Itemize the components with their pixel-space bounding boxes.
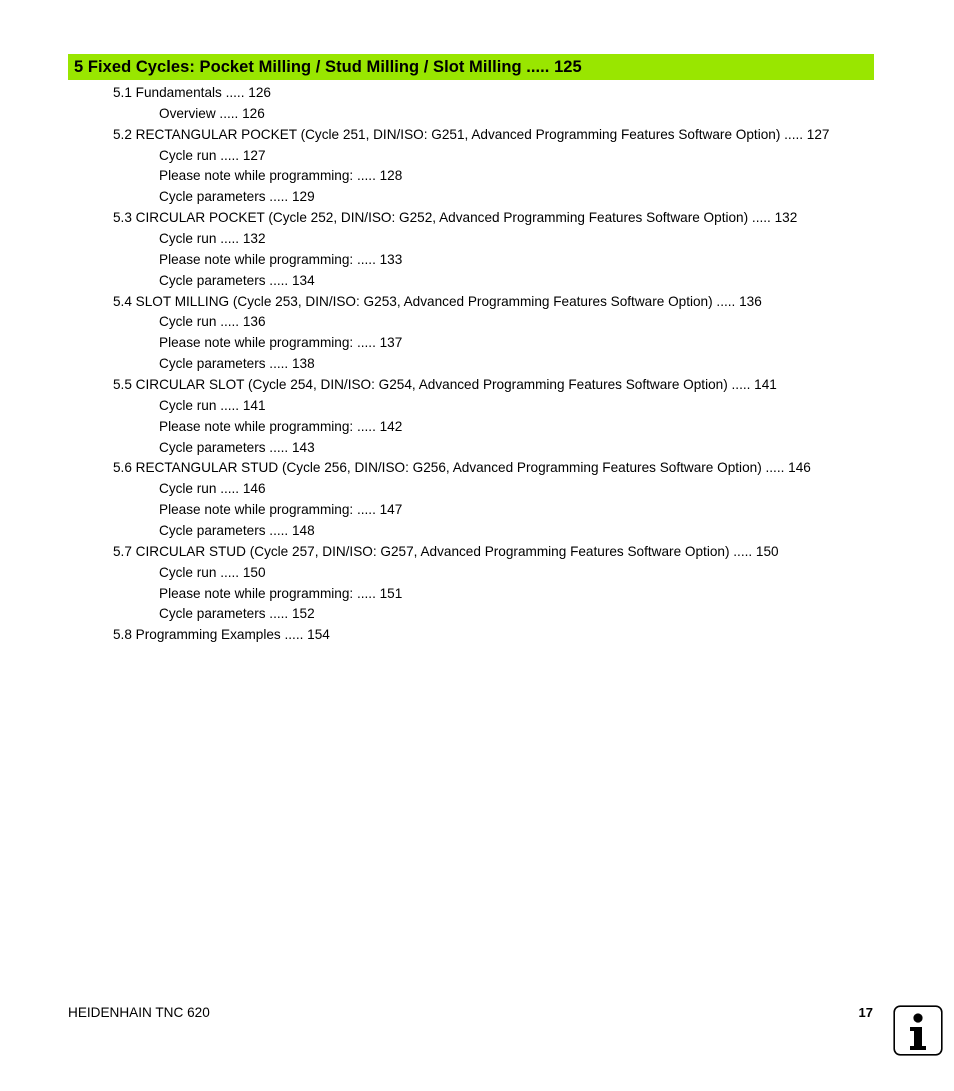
toc-subsection-entry[interactable]: Please note while programming: ..... 133: [159, 251, 403, 267]
page-number: 17: [858, 1005, 873, 1020]
toc-subsection-entry[interactable]: Please note while programming: ..... 137: [159, 335, 403, 351]
toc-subsection-entry[interactable]: Overview ..... 126: [159, 105, 265, 121]
toc-subsection-entry[interactable]: Cycle parameters ..... 148: [159, 523, 315, 539]
info-icon: [893, 1005, 943, 1056]
toc-subsection-entry[interactable]: Please note while programming: ..... 151: [159, 585, 403, 601]
toc-section-entry[interactable]: 5.1 Fundamentals ..... 126: [113, 85, 271, 100]
chapter-heading-bar: [68, 54, 874, 80]
toc-section-entry[interactable]: 5.6 RECTANGULAR STUD (Cycle 256, DIN/ISO: G256, Advanced Programming Features Software Option) ..... 146: [113, 460, 811, 476]
toc-subsection-entry[interactable]: Please note while programming: ..... 128: [159, 168, 403, 184]
toc-section-entry[interactable]: 5.7 CIRCULAR STUD (Cycle 257, DIN/ISO: G257, Advanced Programming Features Software Option) ..... 150: [113, 543, 779, 559]
toc-subsection-entry[interactable]: Cycle run ..... 141: [159, 397, 266, 413]
toc-section-entry[interactable]: 5.5 CIRCULAR SLOT (Cycle 254, DIN/ISO: G254, Advanced Programming Features Software Option) ..... 141: [113, 377, 777, 393]
toc-subsection-entry[interactable]: Cycle parameters ..... 152: [159, 606, 315, 622]
footer-product-name: HEIDENHAIN TNC 620: [68, 1005, 210, 1020]
toc-subsection-entry[interactable]: Cycle run ..... 146: [159, 481, 266, 497]
toc-section-entry[interactable]: 5.8 Programming Examples ..... 154: [113, 627, 330, 643]
toc-section-entry[interactable]: 5.2 RECTANGULAR POCKET (Cycle 251, DIN/ISO: G251, Advanced Programming Features Software Option) ..... 127: [113, 126, 830, 142]
toc-subsection-entry[interactable]: Please note while programming: ..... 142: [159, 418, 403, 434]
toc-subsection-entry[interactable]: Cycle run ..... 136: [159, 314, 266, 330]
toc-subsection-entry[interactable]: Please note while programming: ..... 147: [159, 502, 403, 518]
toc-subsection-entry[interactable]: Cycle run ..... 150: [159, 564, 266, 580]
chapter-heading[interactable]: 5 Fixed Cycles: Pocket Milling / Stud Milling / Slot Milling ..... 125: [74, 57, 582, 76]
table-of-contents: [0, 83, 954, 646]
toc-subsection-entry[interactable]: Cycle parameters ..... 143: [159, 439, 315, 455]
toc-section-entry[interactable]: 5.3 CIRCULAR POCKET (Cycle 252, DIN/ISO: G252, Advanced Programming Features Software Option) ..... 132: [113, 210, 798, 226]
toc-subsection-entry[interactable]: Cycle run ..... 127: [159, 147, 266, 163]
toc-subsection-entry[interactable]: Cycle parameters ..... 129: [159, 189, 315, 205]
toc-subsection-entry[interactable]: Cycle parameters ..... 134: [159, 272, 315, 288]
toc-subsection-entry[interactable]: Cycle parameters ..... 138: [159, 356, 315, 372]
toc-section-entry[interactable]: 5.4 SLOT MILLING (Cycle 253, DIN/ISO: G253, Advanced Programming Features Software Option) ..... 136: [113, 293, 762, 309]
toc-subsection-entry[interactable]: Cycle run ..... 132: [159, 231, 266, 247]
